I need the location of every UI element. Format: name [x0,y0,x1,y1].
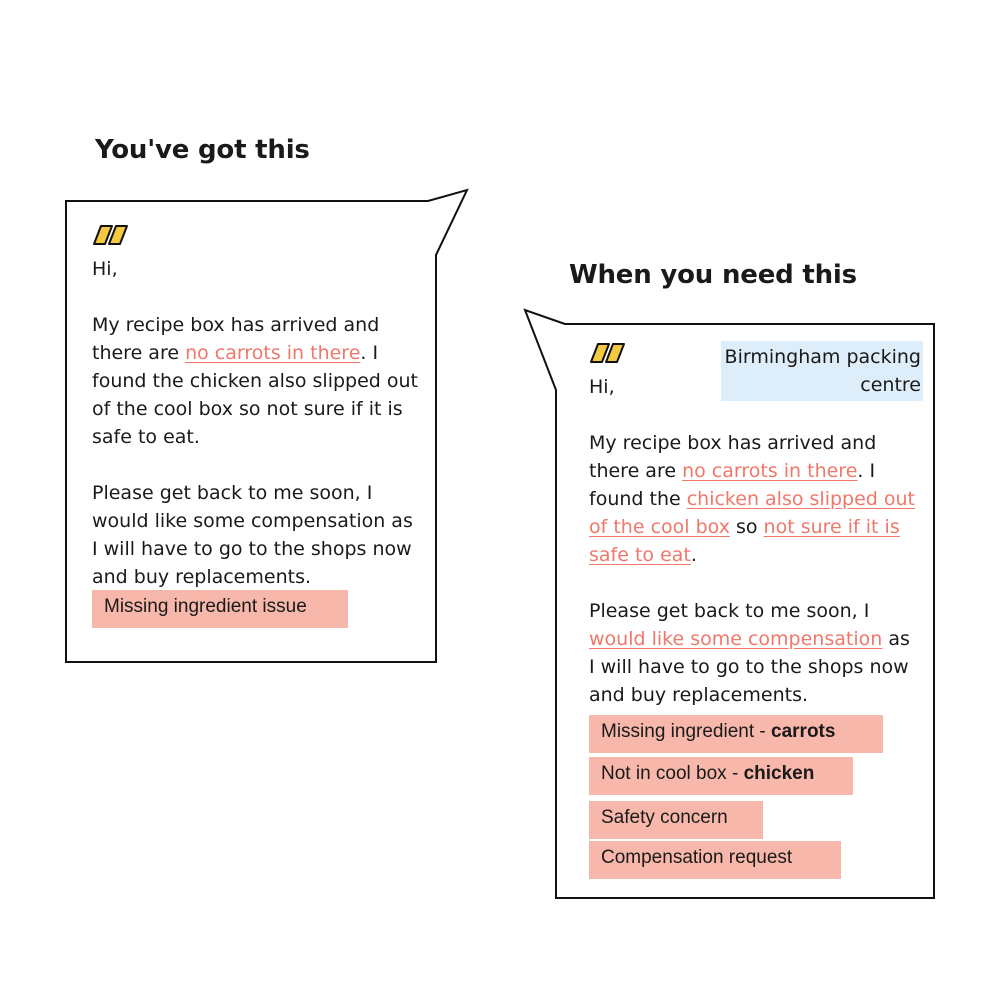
right-highlight-no-carrots: no carrots in there [682,460,858,482]
right-p1-text-3: so [729,516,764,538]
right-p1-text-2: . I found the [589,460,876,510]
right-greeting: Hi, [589,376,615,398]
left-heading: You've got this [95,135,310,165]
left-p1-text-before: My recipe box has arrived and there are [92,314,380,364]
right-p2-text-1: Please get back to me soon, I [589,600,870,622]
right-highlight-chicken: chicken also slipped out of the cool box [589,488,915,538]
right-paragraph-1 [589,429,919,569]
right-highlight-compensation: would like some compensation [589,628,883,650]
left-p1-text-after: . I found the chicken also slipped out of the cool box so not sure if it is safe to eat. [92,342,418,448]
tag-text: Missing ingredient - [601,721,772,742]
right-tag-cool-box [589,757,853,795]
right-highlight-safety: not sure if it is safe to eat [589,516,900,566]
right-heading: When you need this [569,260,857,290]
right-paragraph-2 [589,597,919,709]
left-message [92,225,422,619]
brand-logo-icon [92,225,130,245]
tag-text: Not in cool box - [601,763,744,784]
tag-text: Safety concern [601,807,728,828]
left-paragraph-2: Please get back to me soon, I would like some compensation as I will have to go to the shops now and buy replacements. [92,482,413,588]
right-tag-safety-concern [589,801,763,839]
tag-bold: carrots [771,721,836,742]
right-tag-compensation [589,841,841,879]
right-p1-text-1: My recipe box has arrived and there are [589,432,877,482]
left-greeting: Hi, [92,258,118,280]
brand-logo-icon [589,343,627,363]
left-highlight-no-carrots: no carrots in there [185,342,361,364]
right-tag-missing-carrots [589,715,883,753]
right-message [589,343,919,737]
left-paragraph-1 [92,311,422,451]
location-badge: Birmingham packing centre [721,341,923,401]
right-p1-text-4: . [690,544,697,566]
tag-text: Compensation request [601,847,793,868]
right-p2-text-2: as I will have to go to the shops now and buy replacements. [589,628,910,706]
tag-bold: chicken [743,763,815,784]
left-tag-missing-ingredient: Missing ingredient issue [92,590,348,628]
